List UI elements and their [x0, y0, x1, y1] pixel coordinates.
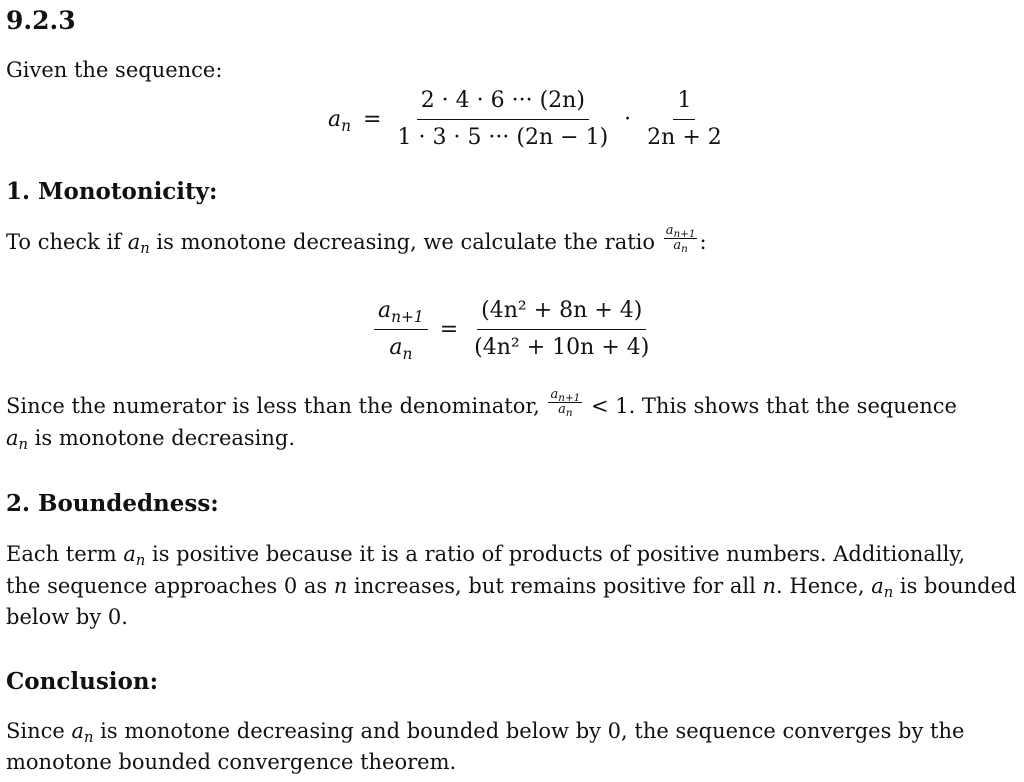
- multiply-dot: ·: [624, 107, 632, 132]
- ratio-equation: [374, 296, 653, 363]
- boundedness-line3: below by 0.: [6, 605, 128, 629]
- fraction-numerator: (4n² + 8n + 4): [477, 296, 646, 330]
- monotonicity-conclusion-line2: $a_n$ is monotone decreasing.: [6, 426, 296, 454]
- ratio-inline-fraction: $\frac{a_{n+1}}{a_n}$: [665, 223, 696, 256]
- monotonicity-check-text: To check if $a_n$ is monotone decreasing, we calculate the ratio $\frac{a_{n+1}}{a_n}$ :: [6, 223, 707, 258]
- ratio-inline-fraction: $\frac{a_{n+1}}{a_n}$: [550, 387, 581, 420]
- ratio-rhs-fraction: [470, 296, 653, 363]
- equals-sign: =: [363, 107, 382, 132]
- equals-sign: =: [439, 317, 459, 342]
- fraction-denominator: 1 · 3 · 5 ··· (2n − 1): [397, 125, 609, 150]
- conclusion-line2: monotone bounded convergence theorem.: [6, 750, 457, 774]
- intro-text: Given the sequence:: [6, 58, 223, 82]
- ratio-lhs-fraction: $\frac{a_{n+1}}{a_n}$: [374, 296, 428, 363]
- fraction-denominator: (4n² + 10n + 4): [474, 335, 650, 360]
- product-fraction: [393, 86, 612, 153]
- fraction-numerator: 1: [673, 86, 695, 120]
- boundedness-line1: Each term $a_n$ is positive because it is a ratio of products of positive numbers. Additionally,: [6, 542, 966, 570]
- monotonicity-conclusion-line1: Since the numerator is less than the denominator, $\frac{a_{n+1}}{a_n}$ < 1. This shows that the sequence: [6, 387, 957, 420]
- fraction-numerator: 2 · 4 · 6 ··· (2n): [417, 86, 589, 120]
- conclusion-heading: Conclusion:: [6, 668, 159, 695]
- sequence-lhs: $a_n$: [328, 107, 352, 135]
- sequence-definition: [328, 86, 726, 153]
- conclusion-line1: Since $a_n$ is monotone decreasing and bounded below by 0, the sequence converges by the: [6, 719, 965, 747]
- boundedness-heading: 2. Boundedness:: [6, 490, 219, 517]
- reciprocal-fraction: [643, 86, 726, 153]
- section-number-title: 9.2.3: [6, 6, 76, 35]
- fraction-denominator: 2n + 2: [647, 125, 722, 150]
- monotonicity-heading: 1. Monotonicity:: [6, 178, 218, 205]
- boundedness-line2: the sequence approaches 0 as n increases, but remains positive for all n. Hence, $a_n$ is bounded: [6, 574, 1017, 602]
